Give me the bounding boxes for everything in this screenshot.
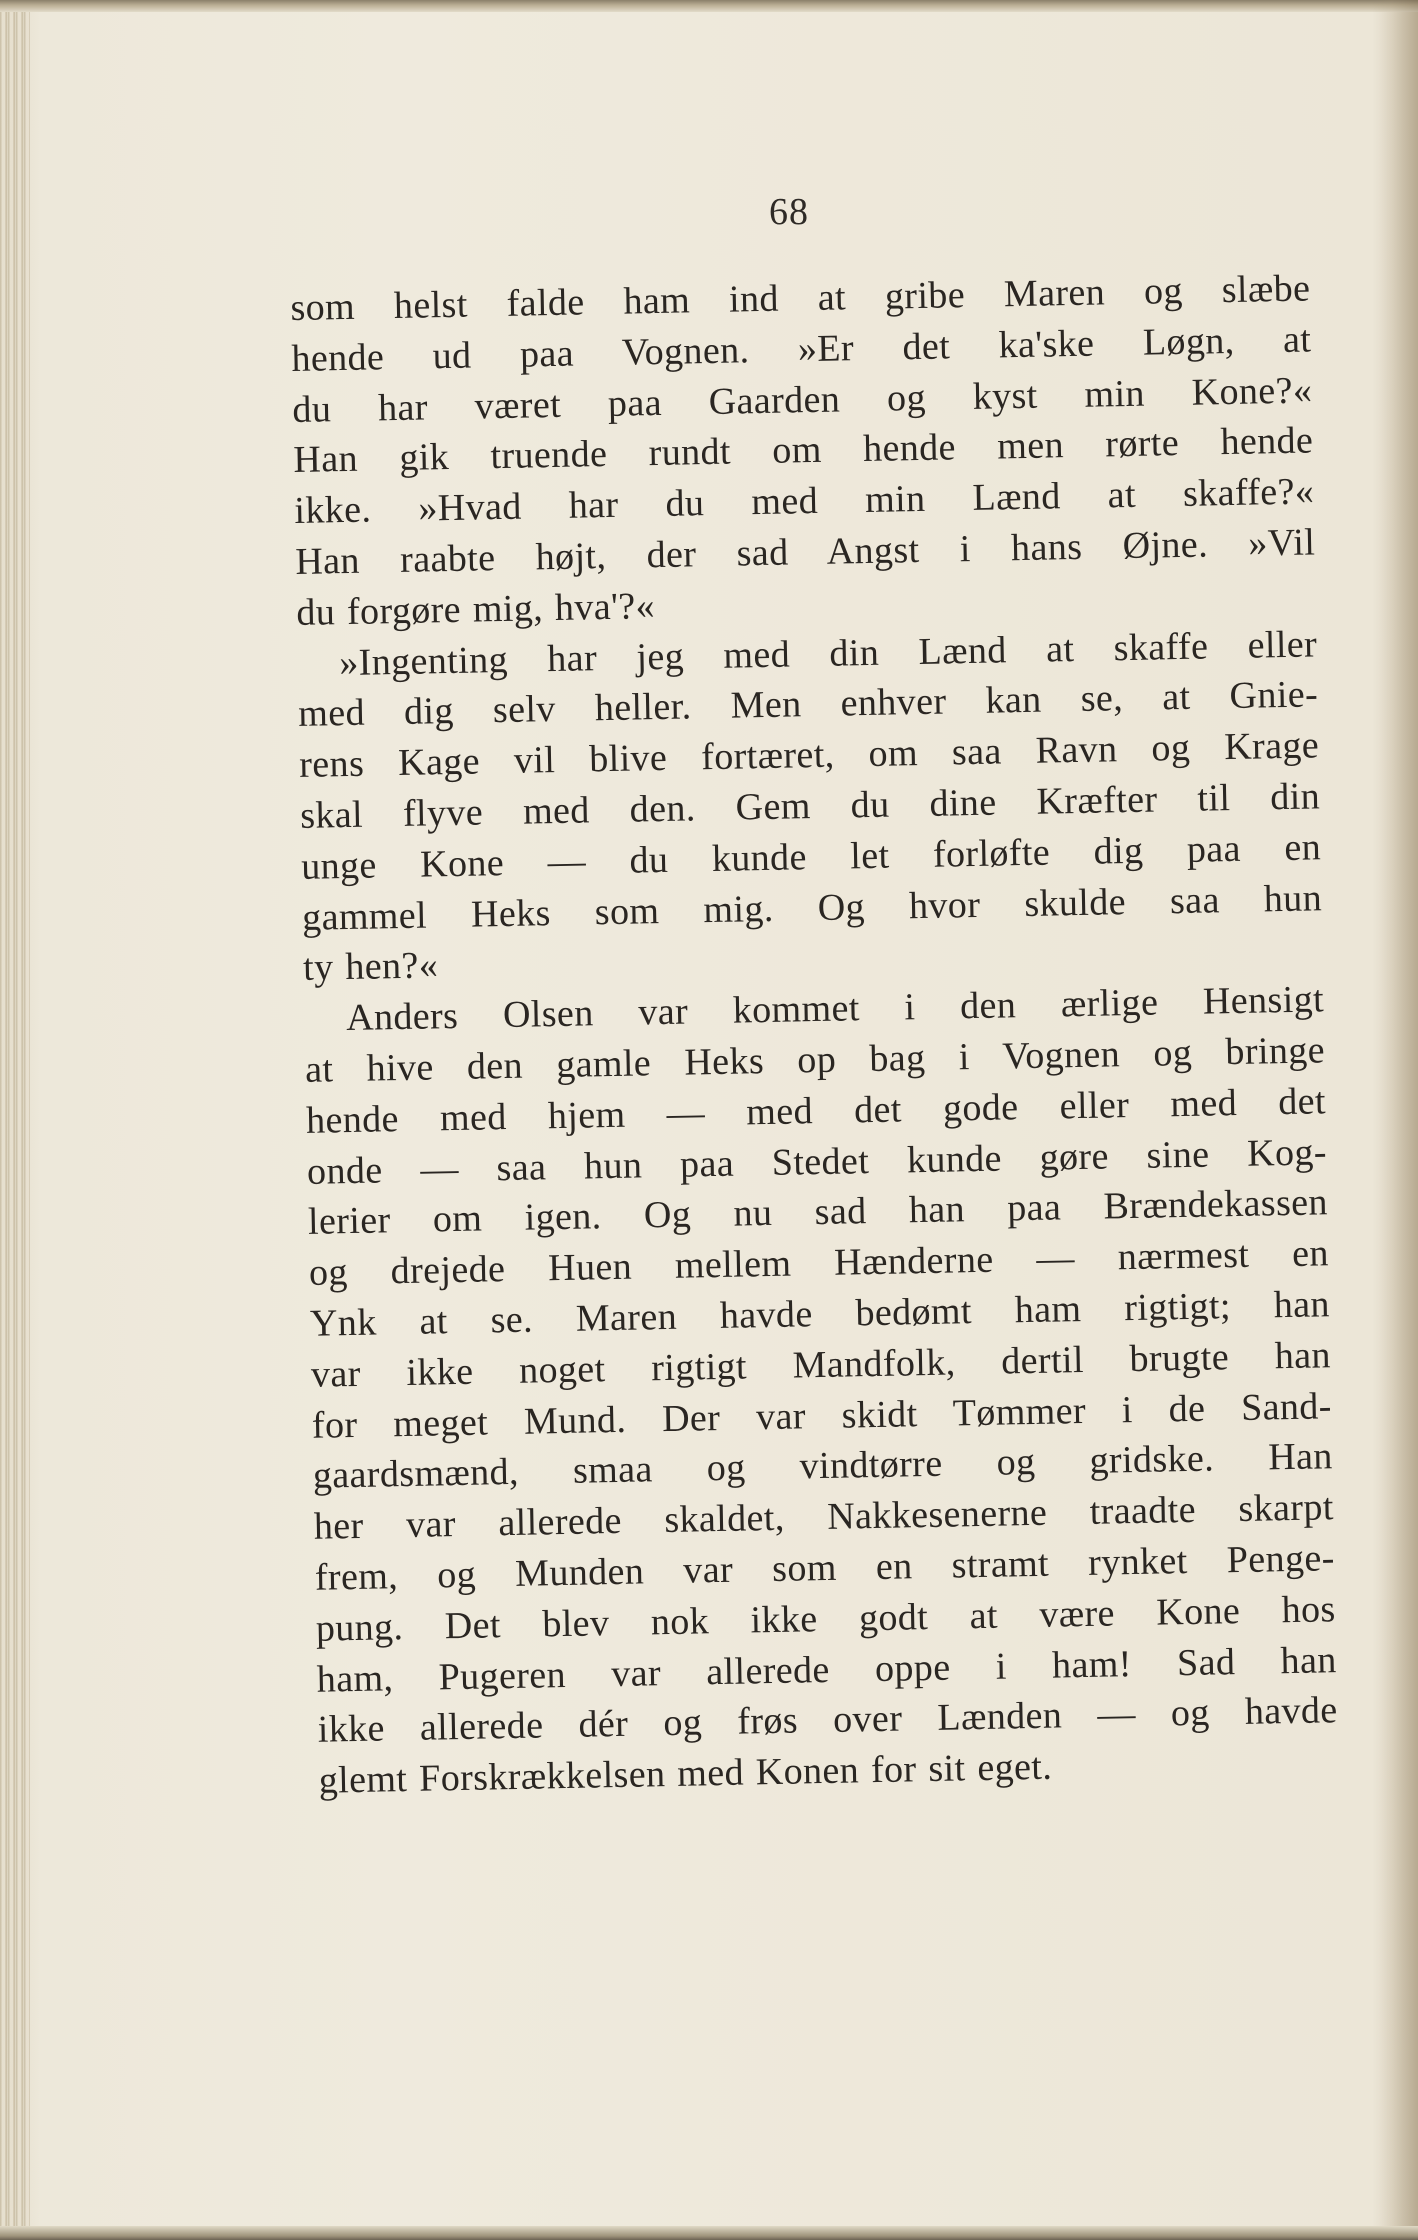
text-line: Han gik truende rundt om hende men rørte hende xyxy=(293,419,1314,482)
text-line: var ikke noget rigtigt Mandfolk, dertil brugte han xyxy=(310,1333,1332,1396)
text-line: Han raabte højt, der sad Angst i hans Øjne. »Vil xyxy=(294,521,1316,583)
text-line: du har været paa Gaarden og kyst min Kone?« xyxy=(292,368,1313,431)
text-line: glemt Forskrækkelsen med Konen for sit eget. xyxy=(318,1745,1053,1802)
text-line: ikke. »Hvad har du med min Lænd at skaffe?« xyxy=(293,470,1315,533)
text-line: ham, Pugeren var allerede oppe i ham! Sad han xyxy=(316,1638,1338,1701)
text-line: skal flyve med den. Gem du dine Kræfter til din xyxy=(299,775,1321,837)
text-line: og drejede Huen mellem Hænderne — nærmest en xyxy=(308,1232,1330,1294)
text-line: gaardsmænd, smaa og vindtørre og gridske. Han xyxy=(312,1435,1334,1498)
text-line: at hive den gamle Heks op bag i Vognen og bringe xyxy=(304,1029,1326,1091)
page-bottom-edge xyxy=(0,2226,1418,2240)
page-number: 68 xyxy=(769,191,809,233)
text-line: hende med hjem — med det gode eller med det xyxy=(305,1080,1327,1142)
text-line: for meget Mund. Der var skidt Tømmer i de Sand- xyxy=(311,1384,1333,1447)
text-line: ty hen?« xyxy=(302,944,439,990)
page-top-edge xyxy=(0,0,1418,12)
text-line: pung. Det blev nok ikke godt at være Kone hos xyxy=(315,1587,1337,1650)
body-text xyxy=(290,263,1339,1806)
text-line: Anders Olsen var kommet i den ærlige Hensigt xyxy=(345,978,1325,1040)
text-line: onde — saa hun paa Stedet kunde gøre sine Kog- xyxy=(306,1130,1328,1193)
text-line: gammel Heks som mig. Og hvor skulde saa hun xyxy=(301,876,1323,939)
text-line: du forgøre mig, hva'?« xyxy=(295,584,656,634)
text-line: Ynk at se. Maren havde bedømt ham rigtigt; han xyxy=(309,1283,1331,1345)
text-line: unge Kone — du kunde let forløfte dig paa en xyxy=(300,826,1322,888)
text-line: »Ingenting har jeg med din Lænd at skaffe eller xyxy=(338,622,1318,684)
text-line: lerier om igen. Og nu sad han paa Brændekassen xyxy=(307,1181,1329,1244)
page-binding-edge xyxy=(0,0,30,2240)
text-line: som helst falde ham ind at gribe Maren og slæbe xyxy=(290,267,1311,329)
text-line: hende ud paa Vognen. »Er det ka'ske Løgn, at xyxy=(291,318,1312,380)
page-right-edge xyxy=(1372,0,1418,2240)
text-line: her var allerede skaldet, Nakkesenerne traadte skarpt xyxy=(313,1486,1335,1548)
text-line: ikke allerede dér og frøs over Lænden — og havde xyxy=(317,1689,1338,1752)
text-line: med dig selv heller. Men enhver kan se, at Gnie- xyxy=(297,673,1319,736)
text-line: frem, og Munden var som en stramt rynket Penge- xyxy=(314,1537,1336,1599)
text-line: rens Kage vil blive fortæret, om saa Ravn og Krage xyxy=(298,724,1320,787)
